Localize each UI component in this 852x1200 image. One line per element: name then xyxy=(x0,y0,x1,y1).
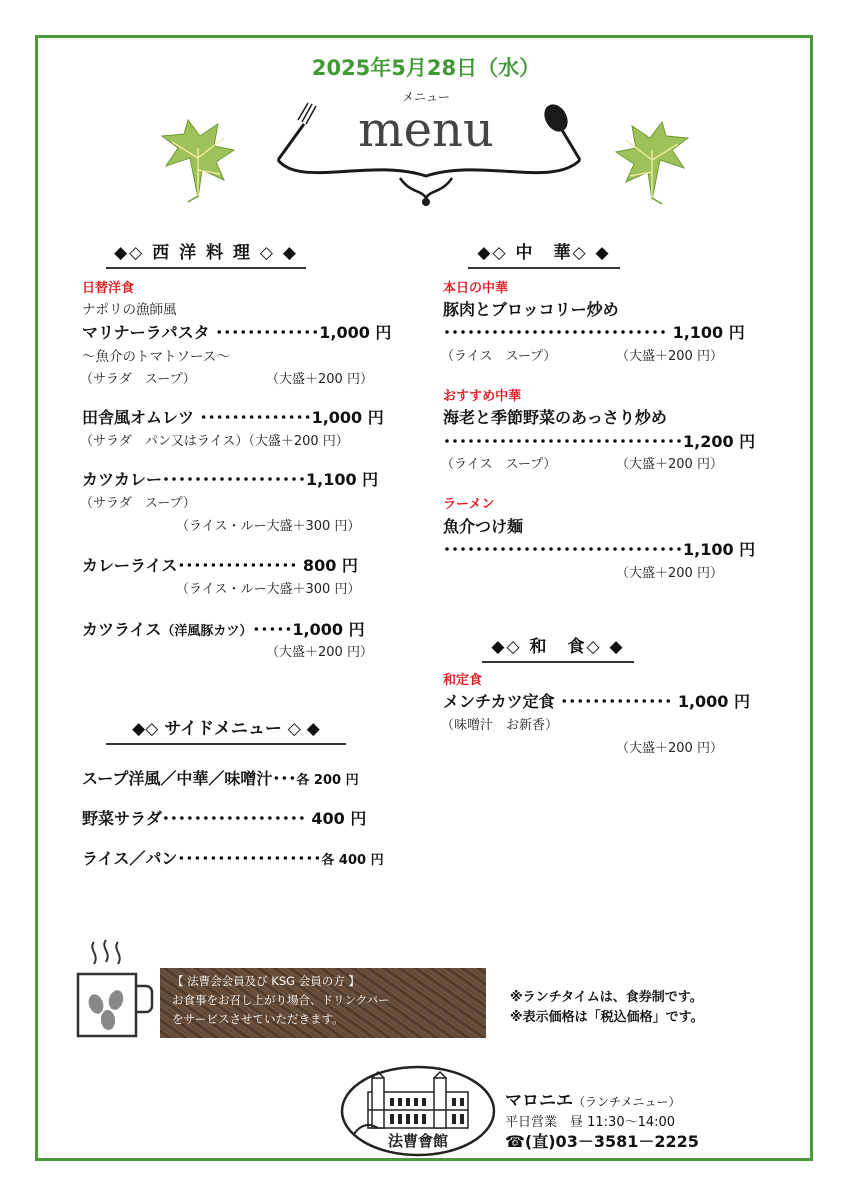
menu-word: menu xyxy=(358,102,494,158)
shop-hours: 平日営業 昼 11:30～14:00 xyxy=(505,1115,676,1130)
member-notice-box xyxy=(160,968,486,1038)
soup-name: スープ洋風／中華／味噌汁･･･ xyxy=(82,769,297,788)
category-ramen: ラーメン xyxy=(443,497,495,512)
leaf-right-icon xyxy=(612,120,692,205)
marinara-large: （大盛＋200 円） xyxy=(266,372,373,387)
section-chinese-title: ◆◇ 中 華◇ ◆ xyxy=(468,238,620,269)
marinara-sauce: ～魚介のトマトソース～ xyxy=(82,349,230,365)
category-daily-western: 日替洋食 xyxy=(82,281,135,296)
marinara-item: マリナーラパスタ ･････････････1,000 円 xyxy=(82,323,392,342)
shop-logo-text: 法曹會館 xyxy=(387,1132,449,1150)
soup-item xyxy=(82,766,359,789)
category-chinese-recommended: おすすめ中華 xyxy=(443,389,522,404)
chinese-item-3-large: （大盛＋200 円） xyxy=(616,566,723,581)
notice-line-2: お食事をお召し上がり場合、ドリンクバー xyxy=(172,993,390,1007)
section-japanese-title: ◆◇ 和 食◇ ◆ xyxy=(482,632,634,663)
chinese-item-3: 魚介つけ麺 xyxy=(443,517,524,536)
shop-name-sub: （ランチメニュー） xyxy=(573,1095,681,1109)
leaf-left-icon xyxy=(158,118,238,203)
chinese-item-2-price: ･･････････････････････････････1,200 円 xyxy=(443,432,756,451)
japanese-note: （味噌汁 お新香） xyxy=(441,718,559,733)
chinese-item-1-price: ････････････････････････････ 1,100 円 xyxy=(443,323,745,342)
ticket-info: ※ランチタイムは、食券制です。 xyxy=(510,990,703,1005)
chinese-item-2: 海老と季節野菜のあっさり炒め xyxy=(443,408,667,427)
japanese-large: （大盛＋200 円） xyxy=(616,741,723,756)
category-japanese-set: 和定食 xyxy=(443,673,483,688)
rice-bread-name: ライス／パン･･････････････････ xyxy=(82,849,322,868)
shop-logo xyxy=(338,1064,498,1159)
salad-item: 野菜サラダ･･････････････････ 400 円 xyxy=(82,809,367,828)
chinese-item-2-note: （ライス スープ） xyxy=(441,457,557,472)
curry-item: カレーライス･･･････････････ 800 円 xyxy=(82,556,358,575)
section-side-title: ◆◇ サイドメニュー ◇ ◆ xyxy=(106,714,346,745)
marinara-subtitle: ナポリの漁師風 xyxy=(82,302,177,318)
chinese-item-1-note: （ライス スープ） xyxy=(441,349,557,364)
curry-large: （ライス・ルー大盛＋300 円） xyxy=(176,582,361,597)
chinese-item-1-large: （大盛＋200 円） xyxy=(616,349,723,364)
fork-icon xyxy=(278,103,316,160)
omelet-item: 田舎風オムレツ ･･････････････1,000 円 xyxy=(82,408,384,427)
chinese-item-2-large: （大盛＋200 円） xyxy=(616,457,723,472)
chinese-item-3-price: ･･････････････････････････････1,100 円 xyxy=(443,540,756,559)
shop-name xyxy=(505,1086,681,1111)
menu-logo xyxy=(250,98,602,218)
ornament-curl xyxy=(278,160,580,176)
shop-name-main: マロニエ xyxy=(505,1091,573,1111)
omelet-note: （サラダ パン又はライス）（大盛＋200 円） xyxy=(80,434,349,449)
menu-kana: メニュー xyxy=(401,90,450,104)
rice-bread-item xyxy=(82,846,384,869)
chinese-item-1: 豚肉とブロッコリー炒め xyxy=(443,300,619,319)
section-western-title: ◆◇ 西 洋 料 理 ◇ ◆ xyxy=(106,238,306,269)
soup-price: 各 200 円 xyxy=(296,773,359,788)
shop-tel: ☎(直)03－3581－2225 xyxy=(505,1132,699,1151)
katsurice-price: ･････1,000 円 xyxy=(252,620,365,639)
menu-date: 2025年5月28日（水） xyxy=(311,56,541,80)
marinara-note: （サラダ スープ） xyxy=(80,372,196,387)
katsucurry-item: カツカレー･･････････････････1,100 円 xyxy=(82,470,379,489)
notice-line-3: をサービスさせていただきます。 xyxy=(172,1012,344,1026)
notice-line-1: 【 法曹会会員及び KSG 会員の方 】 xyxy=(172,974,360,988)
katsucurry-note: （サラダ スープ） xyxy=(80,496,196,511)
tax-info: ※表示価格は「税込価格」です。 xyxy=(510,1010,704,1025)
category-chinese-today: 本日の中華 xyxy=(443,281,509,296)
spoon-icon xyxy=(540,101,580,160)
katsurice-large: （大盛＋200 円） xyxy=(266,645,373,660)
katsurice-name: カツライス xyxy=(82,620,162,639)
katsurice-paren: （洋風豚カツ） xyxy=(161,624,253,639)
katsucurry-large: （ライス・ルー大盛＋300 円） xyxy=(176,519,361,534)
katsurice-item xyxy=(82,617,365,640)
japanese-item: メンチカツ定食 ･･････････････ 1,000 円 xyxy=(443,692,751,711)
rice-bread-price: 各 400 円 xyxy=(321,853,384,868)
coffee-cup-icon xyxy=(72,938,158,1048)
